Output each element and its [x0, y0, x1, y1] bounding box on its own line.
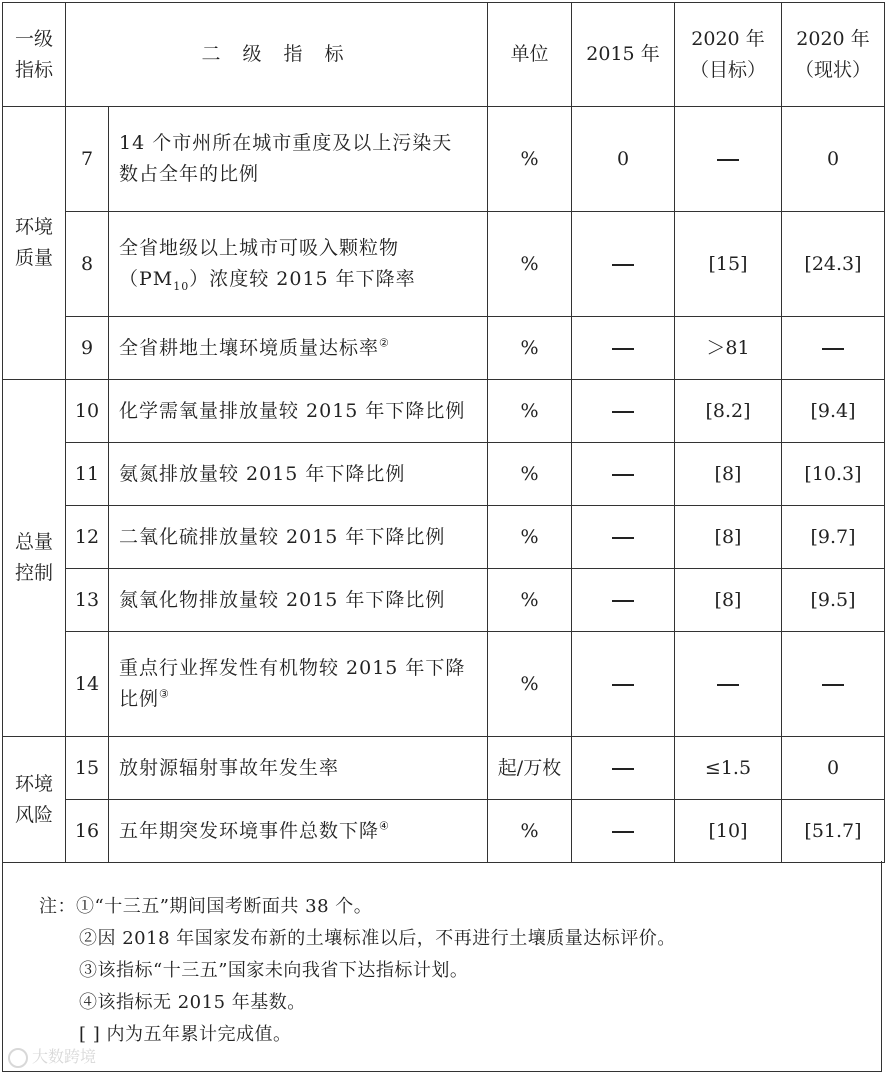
value-target: [8]	[675, 506, 782, 569]
table-row	[3, 317, 885, 380]
dash-mark	[612, 831, 634, 833]
value-status: [24.3]	[782, 212, 885, 317]
notes-section	[2, 861, 882, 1072]
dash-mark	[612, 684, 634, 686]
note-line: 注：①“十三五”期间国考断面共 38 个。	[39, 896, 373, 917]
row-number: 12	[66, 506, 109, 569]
indicator-name: 放射源辐射事故年发生率	[109, 737, 488, 800]
row-number: 10	[66, 380, 109, 443]
table-row	[3, 569, 885, 632]
unit-cell: %	[488, 212, 572, 317]
value-2015	[572, 569, 675, 632]
watermark-logo-icon	[8, 1048, 28, 1068]
row-number: 8	[66, 212, 109, 317]
unit-cell: %	[488, 800, 572, 863]
unit-cell: %	[488, 443, 572, 506]
header-2015: 2015 年	[572, 3, 675, 107]
indicator-name: 五年期突发环境事件总数下降④	[109, 800, 488, 863]
value-2015	[572, 212, 675, 317]
value-status	[782, 317, 885, 380]
value-target	[675, 632, 782, 737]
table-row	[3, 800, 885, 863]
value-2015	[572, 632, 675, 737]
header-level2: 二 级 指 标	[66, 3, 488, 107]
indicator-name: 全省耕地土壤环境质量达标率②	[109, 317, 488, 380]
dash-mark	[612, 348, 634, 350]
dash-mark	[822, 348, 844, 350]
footnote-mark: ③	[159, 687, 170, 701]
row-number: 13	[66, 569, 109, 632]
dash-mark	[612, 411, 634, 413]
indicator-name: 氨氮排放量较 2015 年下降比例	[109, 443, 488, 506]
watermark: 大数跨境	[8, 1044, 96, 1068]
indicator-name: 化学需氧量排放量较 2015 年下降比例	[109, 380, 488, 443]
value-2015: 0	[572, 107, 675, 212]
value-2015	[572, 443, 675, 506]
value-target: ＞81	[675, 317, 782, 380]
header-level1: 一级 指标	[3, 3, 66, 107]
unit-cell: %	[488, 569, 572, 632]
dash-mark	[822, 684, 844, 686]
unit-cell: %	[488, 380, 572, 443]
dash-mark	[612, 600, 634, 602]
value-2015	[572, 317, 675, 380]
table-row	[3, 212, 885, 317]
table-row	[3, 737, 885, 800]
unit-cell: %	[488, 506, 572, 569]
value-target: [8.2]	[675, 380, 782, 443]
table-row	[3, 107, 885, 212]
unit-cell: 起/万枚	[488, 737, 572, 800]
value-status: [9.7]	[782, 506, 885, 569]
indicator-name: 14 个市州所在城市重度及以上污染天 数占全年的比例	[109, 107, 488, 212]
footnote-mark: ④	[379, 819, 390, 833]
value-target	[675, 107, 782, 212]
note-line: ④该指标无 2015 年基数。	[79, 992, 306, 1013]
dash-mark	[612, 474, 634, 476]
note-line: ②因 2018 年国家发布新的土壤标准以后，不再进行土壤质量达标评价。	[79, 928, 676, 949]
footnote-mark: ②	[379, 336, 390, 350]
unit-cell: %	[488, 632, 572, 737]
table-row	[3, 443, 885, 506]
value-2015	[572, 737, 675, 800]
group-label: 环境 风险	[3, 737, 66, 863]
value-status: [9.5]	[782, 569, 885, 632]
indicator-name: 二氧化硫排放量较 2015 年下降比例	[109, 506, 488, 569]
row-number: 9	[66, 317, 109, 380]
indicator-name: 全省地级以上城市可吸入颗粒物 $(PM_{10})$浓度较 2015 年下降率	[109, 212, 488, 317]
value-status: 0	[782, 737, 885, 800]
unit-cell: %	[488, 317, 572, 380]
row-number: 11	[66, 443, 109, 506]
dash-mark	[717, 684, 739, 686]
row-number: 15	[66, 737, 109, 800]
group-label: 总量 控制	[3, 380, 66, 737]
indicator-name: 氮氧化物排放量较 2015 年下降比例	[109, 569, 488, 632]
dash-mark	[612, 264, 634, 266]
value-status: [9.4]	[782, 380, 885, 443]
table-row	[3, 506, 885, 569]
value-2015	[572, 800, 675, 863]
dash-mark	[612, 537, 634, 539]
value-target: [8]	[675, 443, 782, 506]
value-status: 0	[782, 107, 885, 212]
row-number: 14	[66, 632, 109, 737]
note-line: [ ] 内为五年累计完成值。	[79, 1024, 292, 1045]
value-status: [51.7]	[782, 800, 885, 863]
note-line: ③该指标“十三五”国家未向我省下达指标计划。	[79, 960, 469, 981]
indicator-name: 重点行业挥发性有机物较 2015 年下降 比例③	[109, 632, 488, 737]
header-2020-status: 2020 年 （现状）	[782, 3, 885, 107]
table-row	[3, 380, 885, 443]
value-2015	[572, 506, 675, 569]
row-number: 7	[66, 107, 109, 212]
dash-mark	[717, 159, 739, 161]
table-header-row	[3, 3, 885, 107]
value-status	[782, 632, 885, 737]
header-unit: 单位	[488, 3, 572, 107]
value-target: ≤1.5	[675, 737, 782, 800]
value-status: [10.3]	[782, 443, 885, 506]
value-target: [8]	[675, 569, 782, 632]
indicator-table	[2, 2, 885, 863]
value-2015	[572, 380, 675, 443]
value-target: [10]	[675, 800, 782, 863]
unit-cell: %	[488, 107, 572, 212]
dash-mark	[612, 768, 634, 770]
header-2020-target: 2020 年 （目标）	[675, 3, 782, 107]
group-label: 环境 质量	[3, 107, 66, 380]
row-number: 16	[66, 800, 109, 863]
table-row	[3, 632, 885, 737]
value-target: [15]	[675, 212, 782, 317]
